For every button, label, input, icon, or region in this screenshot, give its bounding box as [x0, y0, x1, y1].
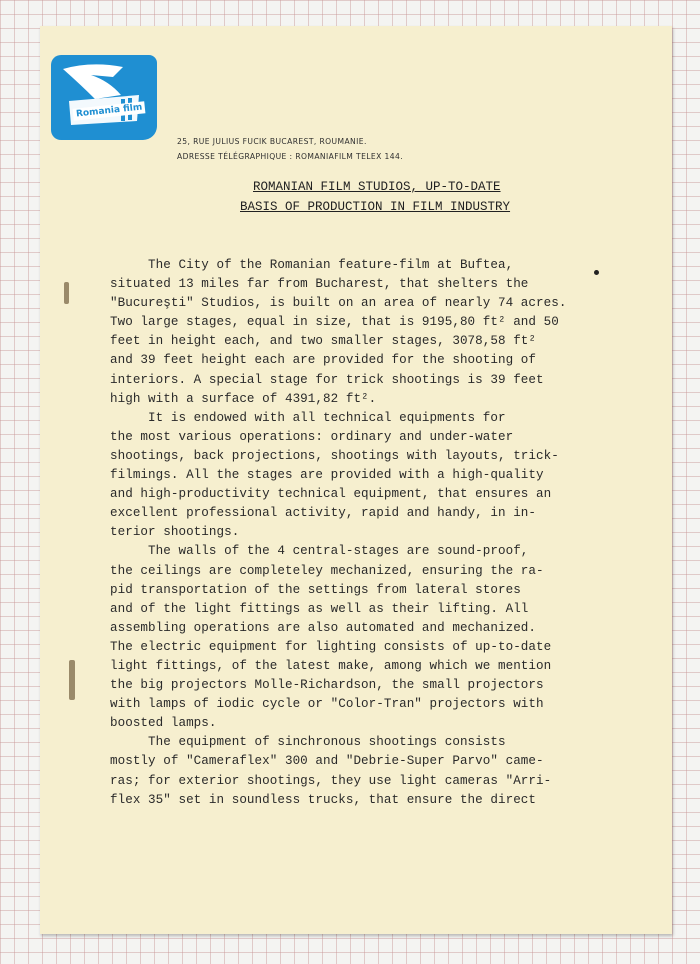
body-line: and of the light fittings as well as their lifting. All	[110, 601, 529, 616]
body-line: The walls of the 4 central-stages are sound-proof,	[110, 544, 529, 559]
body-line: with lamps of iodic cycle or "Color-Tran" projectors with	[110, 697, 544, 712]
body-line: mostly of "Cameraflex" 300 and "Debrie-Super Parvo" came-	[110, 754, 544, 769]
body-line: shootings, back projections, shootings with layouts, trick-	[110, 448, 559, 463]
body-line: the ceilings are completeley mechanized, ensuring the ra-	[110, 563, 544, 578]
address-line-1: 25, RUE JULIUS FUCIK BUCAREST, ROUMANIE.	[177, 137, 367, 146]
pelican-icon	[51, 55, 157, 140]
body-line: The equipment of sinchronous shootings consists	[110, 735, 506, 750]
body-line: and high-productivity technical equipment, that ensures an	[110, 487, 552, 502]
body-line: the most various operations: ordinary and under-water	[110, 429, 514, 444]
ink-dot	[594, 270, 599, 275]
document-title-line-2: BASIS OF PRODUCTION IN FILM INDUSTRY	[240, 200, 511, 214]
body-text	[110, 256, 620, 810]
body-line: pid transportation of the settings from lateral stores	[110, 582, 521, 597]
body-line: flex 35" set in soundless trucks, that ensure the direct	[110, 792, 537, 807]
document-title-line-1: ROMANIAN FILM STUDIOS, UP-TO-DATE	[253, 180, 501, 194]
body-line: The electric equipment for lighting consists of up-to-date	[110, 639, 552, 654]
body-line: excellent professional activity, rapid and handy, in in-	[110, 506, 537, 521]
body-line: boosted lamps.	[110, 716, 217, 731]
body-line: situated 13 miles far from Bucharest, that shelters the	[110, 277, 529, 292]
body-line: light fittings, of the latest make, among which we mention	[110, 658, 552, 673]
body-line: the big projectors Molle-Richardson, the small projectors	[110, 678, 544, 693]
body-line: filmings. All the stages are provided with a high-quality	[110, 468, 544, 483]
body-line: ras; for exterior shootings, they use light cameras "Arri-	[110, 773, 552, 788]
body-line: assembling operations are also automated and mechanized.	[110, 620, 537, 635]
body-line: high with a surface of 4391,82 ft².	[110, 391, 377, 406]
body-line: feet in height each, and two smaller stages, 3078,58 ft²	[110, 334, 537, 349]
body-line: terior shootings.	[110, 525, 240, 540]
body-line: and 39 feet height each are provided for the shooting of	[110, 353, 537, 368]
paper-stain	[64, 282, 69, 304]
paper-stain	[69, 660, 75, 700]
body-line: It is endowed with all technical equipments for	[110, 410, 506, 425]
body-line: The City of the Romanian feature-film at Buftea,	[110, 258, 514, 272]
body-line: "Bucureşti" Studios, is built on an area of nearly 74 acres.	[110, 296, 567, 311]
address-line-2: ADRESSE TÉLÉGRAPHIQUE : ROMANIAFILM TELEX 144.	[177, 152, 404, 161]
body-line: Two large stages, equal in size, that is 9195,80 ft² and 50	[110, 315, 559, 330]
body-line: interiors. A special stage for trick shootings is 39 feet	[110, 372, 544, 387]
logo-text: Romania film	[73, 101, 146, 121]
romania-film-logo	[51, 55, 157, 140]
